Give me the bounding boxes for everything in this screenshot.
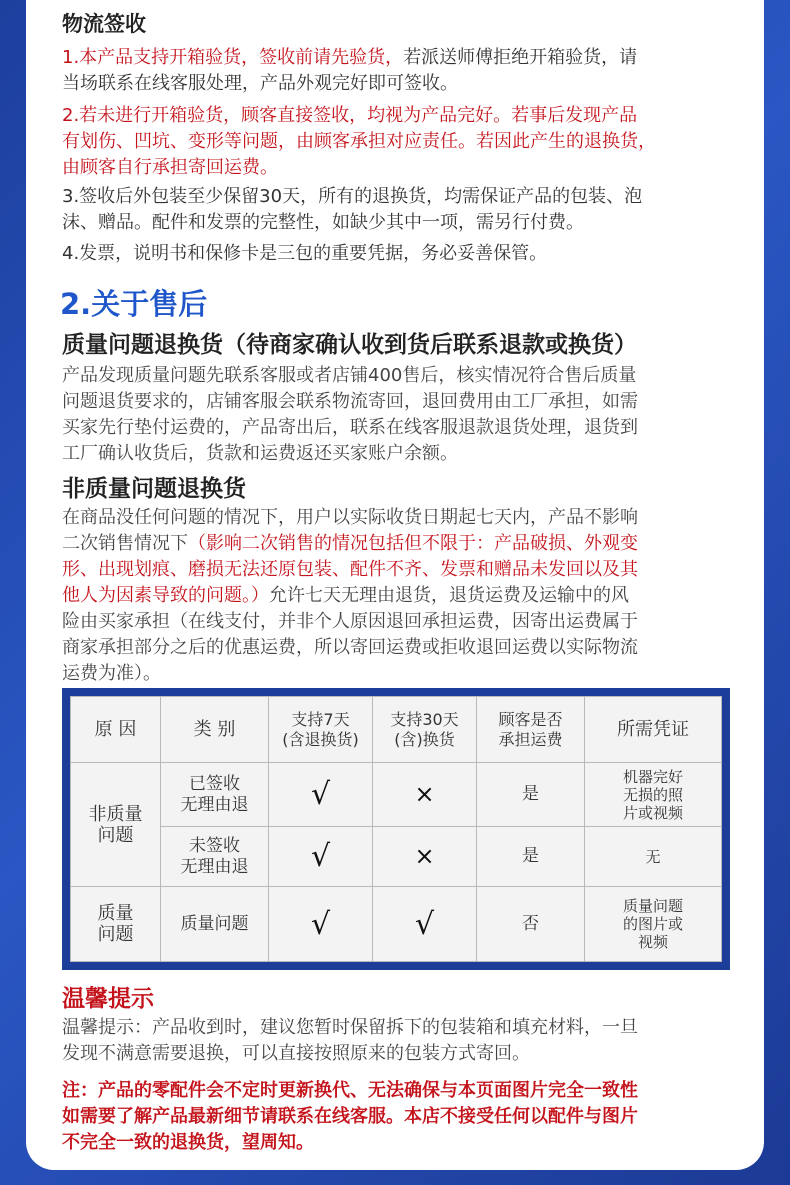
category-signed: 已签收 无理由退 [161, 763, 269, 827]
cross-icon: × [373, 763, 477, 827]
check-icon: √ [269, 763, 373, 827]
check-icon: √ [269, 827, 373, 887]
nq-line-1: 在商品没任何问题的情况下，用户以实际收货日期起七天内，产品不影响 [62, 507, 638, 528]
nq-line-2a: 二次销售情况下 [62, 533, 188, 554]
tips-line-1: 温馨提示：产品收到时，建议您暂时保留拆下的包装箱和填充材料，一旦 [62, 1017, 638, 1038]
table-header-row [71, 697, 722, 763]
note-line-2: 如需要了解产品最新细节请联系在线客服。本店不接受任何以配件与图片 [62, 1106, 638, 1127]
tips-text [62, 1015, 748, 1067]
note-line-3: 不完全一致的退换货，望周知。 [62, 1132, 314, 1153]
sign-item-1-rest: 若派送师傅拒绝开箱验货，请 [403, 47, 638, 68]
quality-return-text [62, 363, 748, 467]
nq-line-7: 运费为准）。 [62, 663, 161, 684]
nq-line-4a: 他人为因素导致的问题。） [62, 585, 269, 606]
sign-item-2-line-1: 2.若未进行开箱验货，顾客直接签收，均视为产品完好。若事后发现产品 [62, 105, 638, 126]
sign-item-3-line-2: 沫、赠品。配件和发票的完整性，如缺少其中一项，需另行付费。 [62, 212, 584, 233]
category-quality: 质量问题 [161, 887, 269, 962]
header-7day: 支持7天 (含退换货) [269, 697, 373, 763]
sign-item-1 [62, 45, 748, 97]
nonquality-return-text [62, 505, 748, 687]
sign-item-2-line-2: 有划伤、凹坑、变形等问题，由顾客承担对应责任。若因此产生的退换货， [62, 131, 656, 152]
note-line-1: 注：产品的零配件会不定时更新换代、无法确保与本页面图片完全一致性 [62, 1080, 638, 1101]
nq-line-2b: （影响二次销售的情况包括但不限于：产品破损、外观变 [188, 533, 638, 554]
quality-line-2: 问题退货要求的，店铺客服会联系物流寄回，退回费用由工厂承担，如需 [62, 391, 638, 412]
reason-nonquality: 非质量 问题 [71, 763, 161, 887]
header-proof: 所需凭证 [585, 697, 722, 763]
sign-item-1-line-2: 当场联系在线客服处理，产品外观完好即可签收。 [62, 73, 458, 94]
header-30day: 支持30天 (含)换货 [373, 697, 477, 763]
nq-line-4b: 允许七天无理由退货，退货运费及运输中的风 [269, 585, 629, 606]
sign-item-4 [62, 241, 748, 267]
sign-title: 物流签收 [62, 12, 146, 36]
sign-item-3 [62, 184, 748, 236]
freight-value: 是 [477, 827, 585, 887]
table-row [71, 827, 722, 887]
quality-line-3: 买家先行垫付运费的，产品寄出后，联系在线客服退款退货处理，退货到 [62, 417, 638, 438]
header-freight: 顾客是否 承担运费 [477, 697, 585, 763]
quality-line-1: 产品发现质量问题先联系客服或者店铺400售后，核实情况符合售后质量 [62, 365, 637, 386]
nonquality-return-title: 非质量问题退换货 [62, 476, 246, 502]
tips-note [62, 1078, 748, 1156]
quality-return-title: 质量问题退换货（待商家确认收到货后联系退款或换货） [62, 332, 637, 358]
reason-quality: 质量 问题 [71, 887, 161, 962]
header-category: 类 别 [161, 697, 269, 763]
tips-line-2: 发现不满意需要退换，可以直接按照原来的包装方式寄回。 [62, 1043, 530, 1064]
nq-line-3: 形、出现划痕、磨损无法还原包装、配件不齐、发票和赠品未发回以及其 [62, 559, 638, 580]
freight-value: 是 [477, 763, 585, 827]
category-unsigned: 未签收 无理由退 [161, 827, 269, 887]
sign-item-2 [62, 103, 748, 181]
table-row [71, 763, 722, 827]
proof-value: 无 [585, 827, 722, 887]
sign-item-4-line-1: 4.发票，说明书和保修卡是三包的重要凭据，务必妥善保管。 [62, 243, 548, 264]
nq-line-5: 险由买家承担（在线支付，并非个人原因退回承担运费，因寄出运费属于 [62, 611, 638, 632]
proof-value: 机器完好 无损的照 片或视频 [585, 763, 722, 827]
sign-item-3-line-1: 3.签收后外包装至少保留30天，所有的退换货，均需保证产品的包装、泡 [62, 186, 643, 207]
proof-value: 质量问题 的图片或 视频 [585, 887, 722, 962]
cross-icon: × [373, 827, 477, 887]
tips-title: 温馨提示 [62, 986, 154, 1012]
header-reason: 原 因 [71, 697, 161, 763]
return-policy-table-frame [62, 688, 730, 970]
sign-item-1-red: 1.本产品支持开箱验货，签收前请先验货， [62, 47, 404, 68]
quality-line-4: 工厂确认收货后，货款和运费返还买家账户余额。 [62, 443, 458, 464]
after-sale-title: 2.关于售后 [60, 287, 208, 321]
return-policy-table [70, 696, 722, 962]
freight-value: 否 [477, 887, 585, 962]
sign-item-2-line-3: 由顾客自行承担寄回运费。 [62, 157, 278, 178]
nq-line-6: 商家承担部分之后的优惠运费，所以寄回运费或拒收退回运费以实际物流 [62, 637, 638, 658]
check-icon: √ [269, 887, 373, 962]
table-row [71, 887, 722, 962]
check-icon: √ [373, 887, 477, 962]
